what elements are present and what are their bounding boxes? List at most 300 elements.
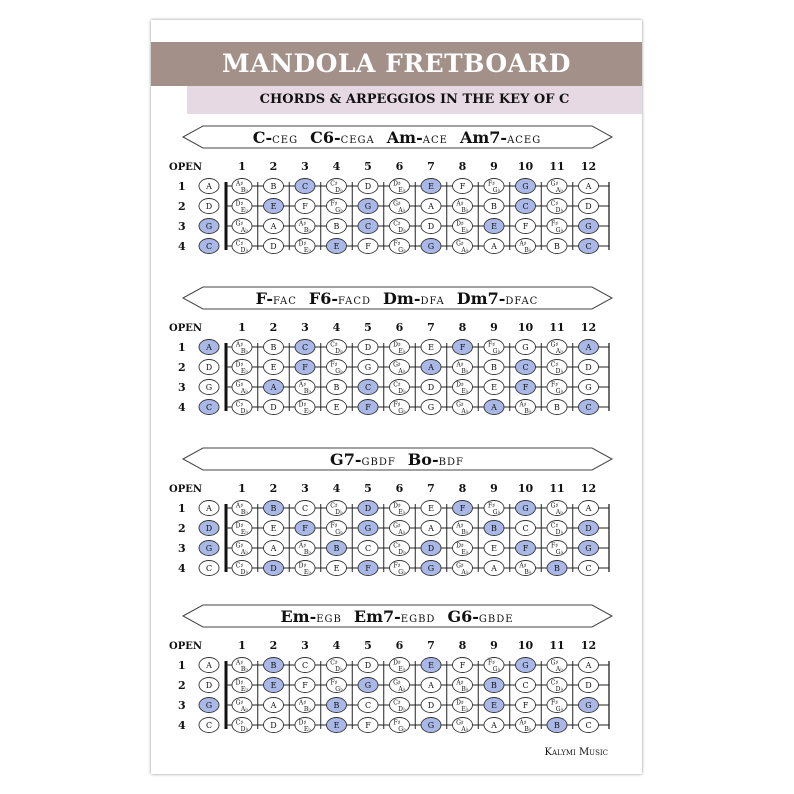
note-label: B bbox=[333, 701, 340, 710]
fret-number: 7 bbox=[427, 482, 435, 495]
note-label-flat: A♭ bbox=[240, 549, 249, 556]
note-label-sharp: D♯ bbox=[298, 562, 307, 570]
string-number: 4 bbox=[178, 719, 186, 732]
note-label-flat: B♭ bbox=[461, 686, 469, 693]
fret-number: 4 bbox=[332, 160, 341, 173]
fret-number: 12 bbox=[580, 160, 597, 173]
note-label: A bbox=[428, 202, 434, 211]
note-label-sharp: F♯ bbox=[393, 719, 401, 727]
note-label: C bbox=[301, 504, 309, 513]
fret-number: 11 bbox=[549, 160, 565, 173]
note-label: B bbox=[270, 182, 277, 191]
note-label-flat: A♭ bbox=[398, 368, 406, 375]
note-label: F bbox=[365, 564, 371, 573]
fret-number: 6 bbox=[395, 321, 404, 334]
chord-notes: GBDF bbox=[361, 457, 396, 468]
note-label-sharp: F♯ bbox=[330, 679, 338, 687]
chord-name: Em- bbox=[280, 607, 317, 626]
note-label-sharp: G♯ bbox=[550, 659, 559, 667]
fretboard-poster bbox=[151, 20, 642, 774]
note-label: D bbox=[427, 701, 435, 710]
note-label: D bbox=[270, 721, 277, 730]
note-label-sharp: A♯ bbox=[519, 719, 527, 727]
note-label-sharp: A♯ bbox=[298, 542, 307, 550]
note-label-flat: D♭ bbox=[335, 509, 343, 516]
note-label-flat: G♭ bbox=[398, 569, 406, 576]
note-label-sharp: G♯ bbox=[393, 200, 401, 208]
note-label: D bbox=[585, 363, 592, 372]
note-label-sharp: C♯ bbox=[393, 542, 401, 550]
note-label: F bbox=[302, 681, 308, 690]
note-label-flat: E♭ bbox=[240, 529, 249, 536]
chord-notes: CEGA bbox=[340, 135, 375, 146]
chord-notes: FAC bbox=[272, 296, 297, 307]
note-label: F bbox=[365, 721, 371, 730]
chord-notes: DFA bbox=[420, 296, 445, 307]
note-label: B bbox=[270, 343, 277, 352]
note-label-sharp: D♯ bbox=[456, 542, 464, 550]
fret-number: 10 bbox=[517, 482, 534, 495]
note-label-sharp: D♯ bbox=[393, 659, 401, 667]
note-label: A bbox=[585, 343, 592, 352]
note-label: F bbox=[459, 504, 466, 513]
chord-name: Am7- bbox=[459, 128, 508, 147]
note-label: B bbox=[333, 222, 340, 231]
note-label: C bbox=[585, 242, 592, 251]
note-label-sharp: C♯ bbox=[235, 719, 244, 727]
note-label-sharp: C♯ bbox=[235, 562, 244, 570]
note-label: A bbox=[428, 681, 434, 690]
note-label-sharp: C♯ bbox=[330, 502, 338, 510]
note-label: D bbox=[270, 242, 277, 251]
note-label-flat: E♭ bbox=[398, 187, 406, 194]
note-label: D bbox=[364, 182, 372, 191]
note-label: C bbox=[205, 564, 213, 573]
note-label-flat: G♭ bbox=[492, 348, 501, 355]
note-label-flat: G♭ bbox=[492, 509, 501, 516]
note-label: E bbox=[491, 701, 497, 710]
note-label-sharp: C♯ bbox=[393, 220, 401, 228]
note-label: F bbox=[459, 182, 466, 191]
fret-number: 6 bbox=[395, 639, 404, 652]
note-label-flat: D♭ bbox=[398, 706, 406, 713]
page-subtitle: CHORDS & ARPEGGIOS IN THE KEY OF C bbox=[187, 86, 642, 114]
note-label-flat: D♭ bbox=[240, 247, 249, 254]
note-label: D bbox=[270, 564, 277, 573]
note-label: G bbox=[427, 242, 435, 251]
note-label-sharp: A♯ bbox=[456, 361, 464, 369]
string-number: 4 bbox=[178, 401, 186, 414]
note-label: C bbox=[301, 661, 309, 670]
note-label: D bbox=[585, 681, 592, 690]
fret-number: 9 bbox=[490, 482, 498, 495]
chord-notes: DFAC bbox=[505, 296, 539, 307]
note-label: A bbox=[270, 701, 277, 710]
note-label-sharp: C♯ bbox=[330, 180, 338, 188]
note-label-flat: A♭ bbox=[240, 706, 249, 713]
note-label-sharp: F♯ bbox=[487, 502, 496, 510]
chord-name: Em7- bbox=[353, 607, 401, 626]
note-label-flat: E♭ bbox=[398, 348, 406, 355]
note-label: F bbox=[522, 544, 529, 553]
open-label: OPEN bbox=[169, 484, 202, 495]
note-label-flat: G♭ bbox=[555, 227, 564, 234]
note-label: B bbox=[554, 721, 560, 730]
note-label-sharp: D♯ bbox=[456, 381, 464, 389]
note-label: D bbox=[205, 202, 213, 211]
chord-notes: EGB bbox=[316, 614, 342, 625]
chord-banner bbox=[183, 448, 612, 470]
note-label-sharp: G♯ bbox=[235, 381, 244, 389]
note-label-sharp: D♯ bbox=[235, 522, 244, 530]
note-label: A bbox=[585, 182, 592, 191]
fret-number: 7 bbox=[427, 160, 435, 173]
note-label-flat: E♭ bbox=[303, 408, 312, 415]
note-label-sharp: F♯ bbox=[487, 180, 496, 188]
fret-number: 5 bbox=[364, 639, 372, 652]
note-label-sharp: G♯ bbox=[456, 240, 464, 248]
note-label: G bbox=[522, 661, 529, 670]
note-label-sharp: A♯ bbox=[519, 562, 527, 570]
note-label: A bbox=[491, 403, 497, 412]
fret-number: 9 bbox=[490, 321, 498, 334]
open-label: OPEN bbox=[169, 641, 202, 652]
string-number: 2 bbox=[178, 361, 186, 374]
note-label: E bbox=[428, 504, 434, 513]
chord-name: F6- bbox=[308, 289, 339, 308]
note-label-sharp: F♯ bbox=[393, 562, 401, 570]
fret-number: 6 bbox=[395, 482, 404, 495]
string-number: 3 bbox=[178, 699, 186, 712]
note-label-flat: G♭ bbox=[335, 368, 343, 375]
note-label-sharp: C♯ bbox=[235, 401, 244, 409]
note-label-flat: E♭ bbox=[240, 368, 249, 375]
note-label-flat: B♭ bbox=[524, 726, 532, 733]
note-label-sharp: C♯ bbox=[550, 679, 559, 687]
note-label-sharp: G♯ bbox=[235, 542, 244, 550]
note-label-sharp: F♯ bbox=[550, 699, 559, 707]
brand-label: Kalymi Music bbox=[544, 747, 608, 758]
note-label-sharp: C♯ bbox=[235, 240, 244, 248]
fretboard-diagrams bbox=[151, 20, 642, 774]
note-label-sharp: A♯ bbox=[235, 502, 244, 510]
chord-name: C6- bbox=[310, 128, 341, 147]
note-label: A bbox=[491, 721, 497, 730]
note-label-sharp: G♯ bbox=[550, 341, 559, 349]
note-label-flat: G♭ bbox=[398, 408, 406, 415]
note-label-flat: G♭ bbox=[335, 686, 343, 693]
note-label-flat: D♭ bbox=[335, 187, 343, 194]
note-label: G bbox=[205, 383, 213, 392]
note-label-flat: B♭ bbox=[524, 569, 532, 576]
note-label-flat: A♭ bbox=[240, 388, 249, 395]
note-label-flat: E♭ bbox=[461, 706, 469, 713]
note-label-sharp: F♯ bbox=[330, 361, 338, 369]
fret-number: 7 bbox=[427, 321, 435, 334]
note-label-flat: E♭ bbox=[398, 509, 406, 516]
note-label-flat: D♭ bbox=[555, 368, 564, 375]
note-label: E bbox=[428, 661, 434, 670]
note-label: A bbox=[206, 343, 212, 352]
note-label: E bbox=[428, 182, 434, 191]
note-label: B bbox=[491, 202, 497, 211]
note-label-flat: E♭ bbox=[303, 247, 312, 254]
fret-number: 2 bbox=[269, 639, 278, 652]
note-label-sharp: A♯ bbox=[519, 401, 527, 409]
note-label-flat: G♭ bbox=[398, 247, 406, 254]
note-label-flat: B♭ bbox=[524, 408, 532, 415]
note-label-sharp: D♯ bbox=[298, 240, 307, 248]
note-label-flat: A♭ bbox=[461, 247, 469, 254]
note-label: A bbox=[491, 564, 497, 573]
note-label-flat: B♭ bbox=[240, 509, 249, 516]
fret-number: 3 bbox=[301, 639, 309, 652]
note-label-sharp: C♯ bbox=[550, 200, 559, 208]
note-label: E bbox=[333, 721, 340, 730]
note-label: F bbox=[365, 403, 371, 412]
note-label-flat: D♭ bbox=[555, 686, 564, 693]
note-label: C bbox=[522, 363, 529, 372]
chord-name: Dm7- bbox=[456, 289, 506, 308]
note-label-sharp: D♯ bbox=[235, 200, 244, 208]
note-label: F bbox=[522, 383, 529, 392]
note-label-sharp: A♯ bbox=[456, 679, 464, 687]
note-label: F bbox=[522, 222, 529, 231]
note-label: A bbox=[270, 544, 277, 553]
note-label-flat: D♭ bbox=[398, 388, 406, 395]
note-label-flat: E♭ bbox=[240, 207, 249, 214]
note-label-sharp: A♯ bbox=[456, 522, 464, 530]
note-label: D bbox=[427, 383, 435, 392]
note-label-flat: B♭ bbox=[240, 348, 249, 355]
note-label-flat: G♭ bbox=[555, 549, 564, 556]
string-number: 3 bbox=[178, 381, 186, 394]
note-label-flat: E♭ bbox=[461, 388, 469, 395]
note-label: E bbox=[428, 343, 434, 352]
note-label-flat: E♭ bbox=[303, 726, 312, 733]
note-label-sharp: C♯ bbox=[550, 361, 559, 369]
note-label: F bbox=[365, 242, 371, 251]
note-label-flat: D♭ bbox=[240, 408, 249, 415]
note-label: G bbox=[427, 721, 435, 730]
note-label: C bbox=[585, 564, 592, 573]
string-number: 2 bbox=[178, 522, 186, 535]
fret-number: 1 bbox=[238, 160, 246, 173]
note-label: A bbox=[270, 383, 277, 392]
fret-number: 4 bbox=[332, 482, 341, 495]
note-label: G bbox=[205, 544, 213, 553]
note-label-flat: B♭ bbox=[303, 549, 312, 556]
note-label: B bbox=[554, 242, 560, 251]
note-label-sharp: G♯ bbox=[393, 361, 401, 369]
fret-number: 9 bbox=[490, 160, 498, 173]
note-label: G bbox=[585, 383, 592, 392]
note-label: A bbox=[585, 504, 592, 513]
note-label: C bbox=[205, 403, 213, 412]
fret-number: 10 bbox=[517, 321, 534, 334]
note-label: F bbox=[459, 661, 466, 670]
note-label-sharp: A♯ bbox=[298, 699, 307, 707]
note-label-flat: E♭ bbox=[461, 549, 469, 556]
note-label-sharp: G♯ bbox=[393, 522, 401, 530]
chord-name: Dm- bbox=[383, 289, 421, 308]
note-label: C bbox=[364, 222, 372, 231]
note-label-flat: A♭ bbox=[398, 686, 406, 693]
note-label: D bbox=[585, 524, 592, 533]
note-label: C bbox=[522, 202, 529, 211]
note-label-sharp: D♯ bbox=[298, 719, 307, 727]
note-label: B bbox=[491, 363, 497, 372]
note-label-sharp: A♯ bbox=[298, 381, 307, 389]
note-label: C bbox=[364, 701, 372, 710]
note-label: E bbox=[270, 202, 277, 211]
note-label-sharp: G♯ bbox=[235, 220, 244, 228]
fret-number: 2 bbox=[269, 160, 278, 173]
chord-name: Bo- bbox=[407, 450, 439, 469]
note-label-flat: A♭ bbox=[240, 227, 249, 234]
note-label: D bbox=[364, 661, 372, 670]
chord-section-3 bbox=[169, 448, 612, 576]
fret-number: 2 bbox=[269, 321, 278, 334]
note-label: D bbox=[364, 504, 372, 513]
note-label-flat: G♭ bbox=[335, 529, 343, 536]
note-label: D bbox=[427, 222, 435, 231]
note-label: C bbox=[301, 343, 309, 352]
note-label-flat: B♭ bbox=[240, 666, 249, 673]
note-label-flat: B♭ bbox=[461, 368, 469, 375]
open-label: OPEN bbox=[169, 323, 202, 334]
note-label: A bbox=[206, 182, 212, 191]
note-label-sharp: C♯ bbox=[393, 381, 401, 389]
note-label-flat: D♭ bbox=[335, 348, 343, 355]
fret-number: 3 bbox=[301, 321, 309, 334]
note-label-flat: B♭ bbox=[303, 227, 312, 234]
note-label-sharp: G♯ bbox=[456, 401, 464, 409]
fret-number: 12 bbox=[580, 639, 597, 652]
note-label: C bbox=[364, 383, 372, 392]
note-label: C bbox=[522, 524, 529, 533]
note-label-sharp: D♯ bbox=[393, 180, 401, 188]
note-label-flat: G♭ bbox=[555, 706, 564, 713]
note-label: G bbox=[522, 343, 529, 352]
note-label-flat: G♭ bbox=[492, 187, 501, 194]
fret-number: 11 bbox=[549, 321, 565, 334]
string-number: 1 bbox=[178, 180, 186, 193]
note-label: C bbox=[585, 403, 592, 412]
note-label: E bbox=[333, 403, 340, 412]
note-label: B bbox=[270, 504, 277, 513]
fret-number: 7 bbox=[427, 639, 435, 652]
note-label: E bbox=[491, 222, 497, 231]
note-label-flat: B♭ bbox=[303, 706, 312, 713]
note-label: D bbox=[585, 202, 592, 211]
note-label-sharp: C♯ bbox=[550, 522, 559, 530]
fret-number: 8 bbox=[458, 321, 467, 334]
chord-name: Am- bbox=[386, 128, 423, 147]
note-label-sharp: F♯ bbox=[393, 240, 401, 248]
note-label-sharp: F♯ bbox=[487, 659, 496, 667]
note-label: C bbox=[205, 242, 213, 251]
note-label-flat: A♭ bbox=[398, 529, 406, 536]
note-label-flat: D♭ bbox=[398, 549, 406, 556]
note-label-flat: B♭ bbox=[461, 529, 469, 536]
note-label-flat: A♭ bbox=[555, 348, 564, 355]
note-label-sharp: F♯ bbox=[330, 522, 338, 530]
fret-number: 9 bbox=[490, 639, 498, 652]
note-label: B bbox=[270, 661, 277, 670]
note-label-sharp: C♯ bbox=[330, 659, 338, 667]
note-label: A bbox=[206, 661, 212, 670]
note-label: A bbox=[428, 524, 434, 533]
note-label-flat: E♭ bbox=[461, 227, 469, 234]
string-number: 3 bbox=[178, 542, 186, 555]
note-label-sharp: G♯ bbox=[456, 562, 464, 570]
note-label-flat: A♭ bbox=[398, 207, 406, 214]
note-label-sharp: C♯ bbox=[393, 699, 401, 707]
note-label: G bbox=[364, 202, 372, 211]
note-label-flat: D♭ bbox=[240, 569, 249, 576]
note-label-sharp: A♯ bbox=[519, 240, 527, 248]
chord-notes: ACE bbox=[422, 135, 448, 146]
note-label-sharp: F♯ bbox=[393, 401, 401, 409]
note-label-flat: G♭ bbox=[492, 666, 501, 673]
chord-notes: BDF bbox=[438, 457, 464, 468]
fret-number: 3 bbox=[301, 482, 309, 495]
note-label: A bbox=[585, 661, 592, 670]
note-label: A bbox=[206, 504, 212, 513]
fret-number: 4 bbox=[332, 639, 341, 652]
note-label-sharp: F♯ bbox=[550, 542, 559, 550]
note-label: G bbox=[427, 564, 435, 573]
note-label-sharp: F♯ bbox=[550, 220, 559, 228]
fret-number: 5 bbox=[364, 160, 372, 173]
note-label: C bbox=[522, 681, 529, 690]
note-label-sharp: F♯ bbox=[550, 381, 559, 389]
note-label-sharp: D♯ bbox=[456, 699, 464, 707]
note-label: F bbox=[302, 524, 308, 533]
chord-notes: FACD bbox=[338, 296, 372, 307]
string-number: 2 bbox=[178, 679, 186, 692]
note-label-flat: B♭ bbox=[524, 247, 532, 254]
note-label-sharp: G♯ bbox=[393, 679, 401, 687]
string-number: 1 bbox=[178, 502, 186, 515]
note-label: C bbox=[301, 182, 309, 191]
note-label: A bbox=[428, 363, 434, 372]
note-label: B bbox=[554, 403, 560, 412]
note-label-flat: E♭ bbox=[240, 686, 249, 693]
note-label-sharp: G♯ bbox=[456, 719, 464, 727]
note-label-flat: G♭ bbox=[335, 207, 343, 214]
note-label-flat: A♭ bbox=[461, 726, 469, 733]
note-label: E bbox=[333, 242, 340, 251]
note-label-flat: D♭ bbox=[240, 726, 249, 733]
note-label-flat: E♭ bbox=[303, 569, 312, 576]
note-label: G bbox=[205, 701, 213, 710]
note-label: C bbox=[364, 544, 372, 553]
note-label: G bbox=[205, 222, 213, 231]
chord-section-1 bbox=[169, 126, 612, 254]
fret-number: 6 bbox=[395, 160, 404, 173]
note-label: G bbox=[585, 544, 592, 553]
note-label-sharp: D♯ bbox=[298, 401, 307, 409]
note-label-flat: D♭ bbox=[398, 227, 406, 234]
note-label-sharp: G♯ bbox=[235, 699, 244, 707]
note-label-sharp: D♯ bbox=[235, 361, 244, 369]
note-label: B bbox=[491, 524, 497, 533]
note-label: E bbox=[491, 544, 497, 553]
note-label: G bbox=[364, 363, 372, 372]
fret-number: 5 bbox=[364, 321, 372, 334]
